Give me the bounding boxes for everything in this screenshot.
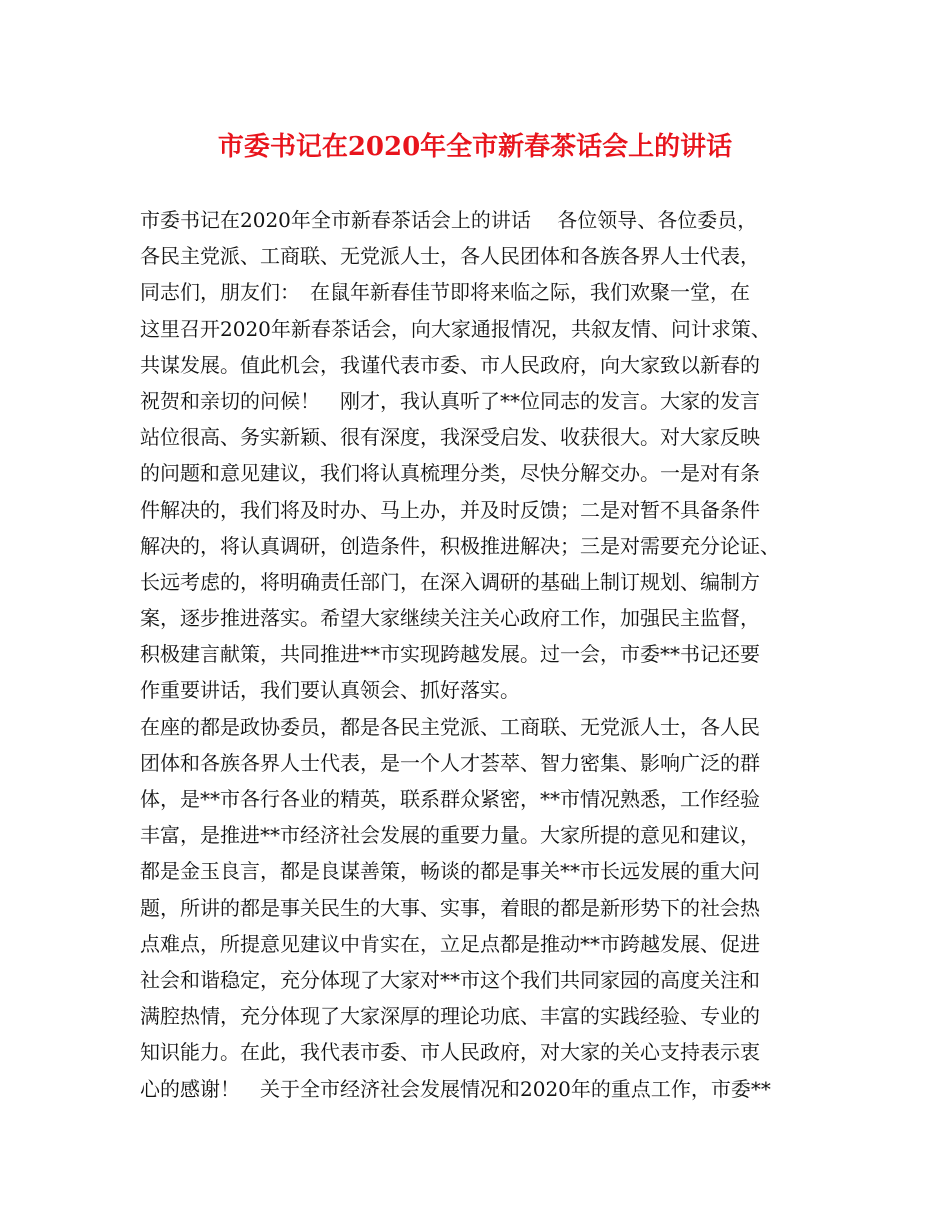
body-line: 作重要讲话，我们要认真领会、抓好落实。 [140, 678, 520, 703]
body-line: 题，所讲的都是事关民生的大事、实事，着眼的都是新形势下的社会热 [140, 895, 760, 920]
body-line: 同志们，朋友们： 在鼠年新春佳节即将来临之际，我们欢聚一堂，在 [140, 280, 750, 305]
body-line: 站位很高、务实新颖、很有深度，我深受启发、收获很大。对大家反映 [140, 425, 760, 450]
body-line: 丰富，是推进**市经济社会发展的重要力量。大家所提的意见和建议， [140, 823, 760, 848]
document-title: 市委书记在2020年全市新春茶话会上的讲话 [217, 132, 733, 162]
body-line: 点难点，所提意见建议中肯实在，立足点都是推动**市跨越发展、促进 [140, 931, 760, 956]
body-line: 解决的，将认真调研，创造条件，积极推进解决；三是对需要充分论证、 [140, 533, 780, 558]
body-line: 在座的都是政协委员，都是各民主党派、工商联、无党派人士，各人民 [140, 714, 760, 739]
body-line: 案，逐步推进落实。希望大家继续关注关心政府工作，加强民主监督， [140, 606, 760, 631]
body-line: 体，是**市各行各业的精英，联系群众紧密，**市情况熟悉，工作经验 [140, 787, 760, 811]
body-line: 团体和各族各界人士代表，是一个人才荟萃、智力密集、影响广泛的群 [140, 750, 760, 775]
body-line: 心的感谢！ 关于全市经济社会发展情况和2020年的重点工作，市委** [140, 1076, 771, 1101]
body-line: 积极建言献策，共同推进**市实现跨越发展。过一会，市委**书记还要 [140, 642, 760, 667]
body-line: 各民主党派、工商联、无党派人士，各人民团体和各族各界人士代表， [140, 244, 760, 269]
body-line: 共谋发展。值此机会，我谨代表市委、市人民政府，向大家致以新春的 [140, 352, 760, 377]
body-line: 都是金玉良言，都是良谋善策，畅谈的都是事关**市长远发展的重大问 [140, 859, 760, 884]
body-line: 社会和谐稳定，充分体现了大家对**市这个我们共同家园的高度关注和 [140, 967, 760, 992]
body-line: 这里召开2020年新春茶话会，向大家通报情况，共叙友情、问计求策、 [140, 316, 771, 341]
body-line: 的问题和意见建议，我们将认真梳理分类，尽快分解交办。一是对有条 [140, 461, 760, 486]
body-line: 市委书记在2020年全市新春茶话会上的讲话 各位领导、各位委员， [140, 208, 758, 232]
body-line: 满腔热情，充分体现了大家深厚的理论功底、丰富的实践经验、专业的 [140, 1004, 760, 1029]
body-line: 祝贺和亲切的问候！ 刚才，我认真听了**位同志的发言。大家的发言 [140, 388, 760, 413]
body-line: 知识能力。在此，我代表市委、市人民政府，对大家的关心支持表示衷 [140, 1040, 760, 1065]
body-line: 长远考虑的，将明确责任部门，在深入调研的基础上制订规划、编制方 [140, 569, 760, 594]
document-body [140, 202, 820, 1107]
body-line: 件解决的，我们将及时办、马上办，并及时反馈；二是对暂不具备条件 [140, 497, 760, 522]
